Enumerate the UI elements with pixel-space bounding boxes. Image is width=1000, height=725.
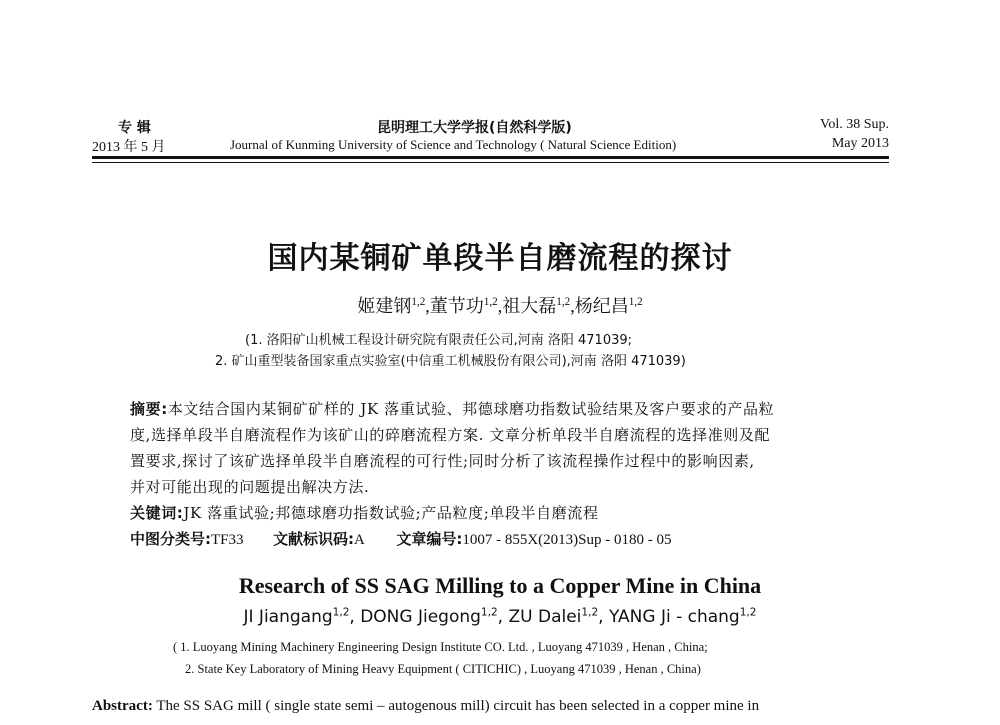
abstract-en-line-1: Abstract: The SS SAG mill ( single state semi – autogenous mill) circuit has been selected in a copper mine in (92, 698, 760, 714)
header-right-bottom: May 2013 (831, 136, 889, 151)
title-cn: 国内某铜矿单段半自磨流程的探讨 (267, 241, 733, 276)
abstract-cn-line-4: 并对可能出现的问题提出解决方法. (130, 478, 370, 496)
author-en: DONG Jiegong (360, 607, 481, 627)
affiliation-cn-1: (1. 洛阳矿山机械工程设计研究院有限责任公司,河南 洛阳 471039; (245, 333, 633, 348)
author-cn: 祖大磊 (502, 296, 557, 316)
authors-cn: 姬建钢$^{1,2}$,董节功$^{1,2}$,祖大磊$^{1,2}$,杨纪昌$^{1,2}$ (357, 296, 643, 316)
author-en: ZU Dalei (508, 607, 582, 627)
header-left-top: 专 辑 (118, 120, 151, 136)
author-cn: 姬建钢 (357, 296, 412, 316)
header-journal-cn: 昆明理工大学学报(自然科学版) (377, 120, 572, 136)
affiliation-cn-2: 2. 矿山重型装备国家重点实验室(中信重工机械股份有限公司),河南 洛阳 471039) (215, 354, 686, 369)
article-number-value: 1007 - 855X(2013)Sup - 0180 - 05 (462, 532, 672, 548)
header-rule-thin (92, 162, 889, 163)
abstract-cn-line-2: 度,选择单段半自磨流程作为该矿山的碎磨流程方案. 文章分析单段半自磨流程的选择准则及配 (130, 426, 771, 444)
author-en: YANG Ji - chang (608, 607, 740, 627)
author-en: JI Jiangang (243, 607, 333, 627)
abstract-cn-line-3: 置要求,探讨了该矿选择单段半自磨流程的可行性;同时分析了该流程操作过程中的影响因素, (130, 452, 755, 470)
doc-code-label: 文献标识码: (273, 530, 355, 548)
title-en: Research of SS SAG Milling to a Copper Mine in China (238, 573, 762, 598)
header-rule-thick (92, 156, 889, 159)
author-cn: 董节功 (429, 296, 484, 316)
header-left-bottom: 2013 年 5 月 (92, 140, 166, 155)
abstract-en-label: Abstract (92, 698, 148, 714)
doc-code-value: A (354, 532, 365, 548)
keywords-cn: 关键词:JK 落重试验;邦德球磨功指数试验;产品粒度;单段半自磨流程 (130, 504, 599, 522)
article-number-label: 文章编号: (396, 530, 463, 548)
affiliation-en-2: 2. State Key Laboratory of Mining Heavy Equipment ( CITICHIC) , Luoyang 471039 , Henan , China) (185, 662, 701, 676)
affiliation-en-1: ( 1. Luoyang Mining Machinery Engineering Design Institute CO. Ltd. , Luoyang 471039 , Henan , China; (173, 640, 708, 654)
keywords-cn-label: 关键词: (130, 504, 184, 522)
clc-label: 中图分类号: (130, 530, 211, 548)
header-journal-en: Journal of Kunming University of Science and Technology ( Natural Science Edition) (230, 137, 677, 152)
classification-line (130, 528, 672, 549)
clc-value: TF33 (211, 532, 244, 548)
abstract-cn-label: 摘要: (130, 400, 168, 418)
author-cn: 杨纪昌 (574, 296, 629, 316)
authors-en: JI Jiangang$^{1,2}$, DONG Jiegong$^{1,2}$, ZU Dalei$^{1,2}$, YANG Ji - chang$^{1,2}$ (243, 606, 757, 627)
abstract-cn-line-1: 摘要:本文结合国内某铜矿矿样的 JK 落重试验、邦德球磨功指数试验结果及客户要求的产品粒 (130, 400, 775, 418)
header-right-top: Vol. 38 Sup. (820, 117, 889, 132)
